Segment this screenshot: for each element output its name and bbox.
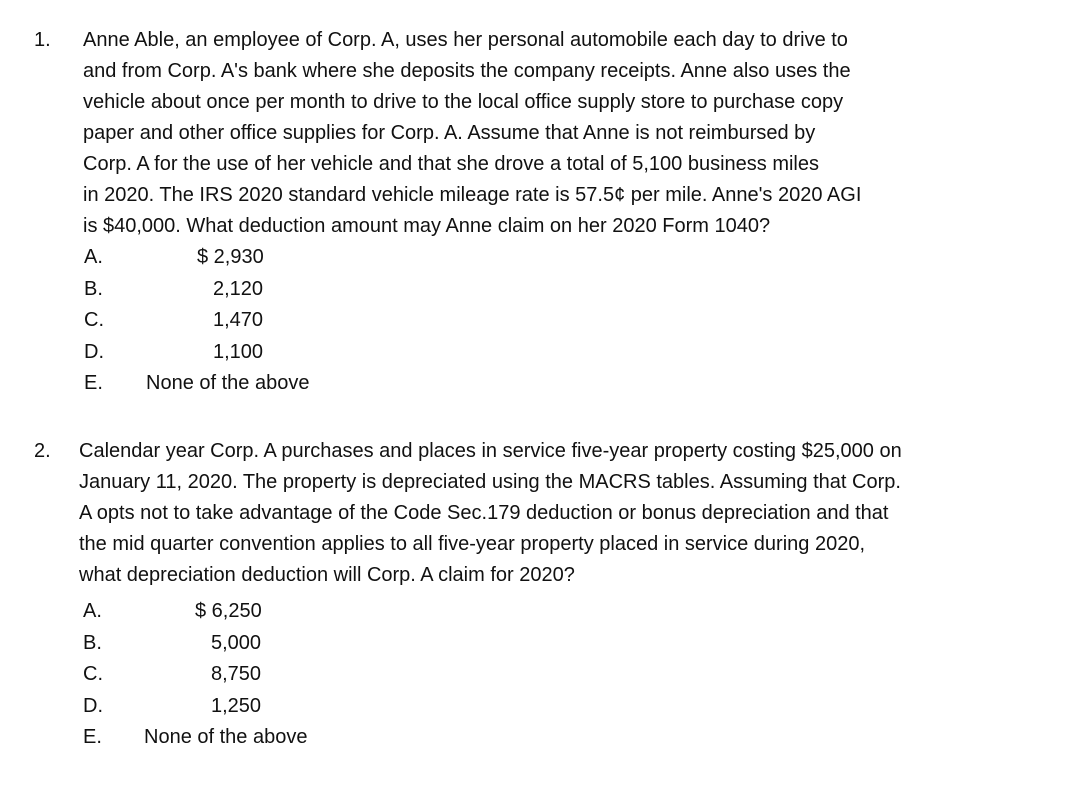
choice-value: $ 6,250	[195, 600, 262, 622]
question-text-line: January 11, 2020. The property is depreciated using the MACRS tables. Assuming that Corp.	[79, 471, 901, 493]
choice-value: 8,750	[211, 663, 262, 685]
choice-letter: D.	[84, 340, 104, 363]
question-text-line: Anne Able, an employee of Corp. A, uses her personal automobile each day to drive to	[83, 29, 848, 51]
answer-choices	[84, 242, 384, 400]
choice-letter: A.	[84, 246, 103, 268]
choice-letter: C.	[83, 663, 103, 685]
choice-value: 5,000	[211, 631, 262, 654]
choice-e	[83, 722, 383, 754]
question-text	[83, 25, 861, 242]
question-number: 1.	[34, 29, 51, 51]
choice-c	[83, 659, 383, 691]
choice-value: 1,100	[213, 340, 264, 363]
choice-letter: E.	[84, 372, 103, 394]
question-text-line: and from Corp. A's bank where she deposits the company receipts. Anne also uses the	[83, 60, 851, 82]
choice-value: $ 2,930	[197, 246, 264, 268]
choice-b	[83, 628, 383, 660]
question-text-line: what depreciation deduction will Corp. A claim for 2020?	[79, 564, 575, 586]
choice-d	[84, 337, 384, 369]
choice-d	[83, 691, 383, 723]
choice-c	[84, 305, 384, 337]
choice-value: None of the above	[146, 372, 310, 394]
choice-value: 1,470	[213, 309, 264, 331]
choice-letter: B.	[83, 631, 102, 654]
choice-b	[84, 274, 384, 306]
choice-letter: D.	[83, 694, 103, 717]
choice-e	[84, 368, 384, 400]
question-text-line: is $40,000. What deduction amount may Anne claim on her 2020 Form 1040?	[83, 215, 771, 237]
question-text-line: vehicle about once per month to drive to the local office supply store to purchase copy	[83, 91, 844, 113]
choice-value: 2,120	[213, 277, 264, 300]
choice-letter: E.	[83, 726, 102, 748]
question-text-line: A opts not to take advantage of the Code Sec.179 deduction or bonus depreciation and that	[79, 502, 889, 524]
question-text-line: in 2020. The IRS 2020 standard vehicle mileage rate is 57.5¢ per mile. Anne's 2020 AGI	[83, 184, 862, 206]
question-text-line: Corp. A for the use of her vehicle and that she drove a total of 5,100 business miles	[83, 153, 819, 175]
choice-a	[84, 242, 384, 274]
question-text-line: the mid quarter convention applies to all five-year property placed in service during 2020,	[79, 533, 865, 555]
choice-letter: C.	[84, 309, 104, 331]
choice-letter: A.	[83, 600, 102, 622]
question-text-line: paper and other office supplies for Corp. A. Assume that Anne is not reimbursed by	[83, 122, 816, 144]
choice-a	[83, 596, 383, 628]
answer-choices	[83, 596, 383, 754]
choice-value: 1,250	[211, 694, 262, 717]
question-text	[79, 436, 902, 591]
choice-letter: B.	[84, 277, 103, 300]
choice-value: None of the above	[144, 726, 308, 748]
question-number: 2.	[34, 440, 51, 462]
question-text-line: Calendar year Corp. A purchases and places in service five-year property costing $25,000 on	[79, 440, 902, 462]
